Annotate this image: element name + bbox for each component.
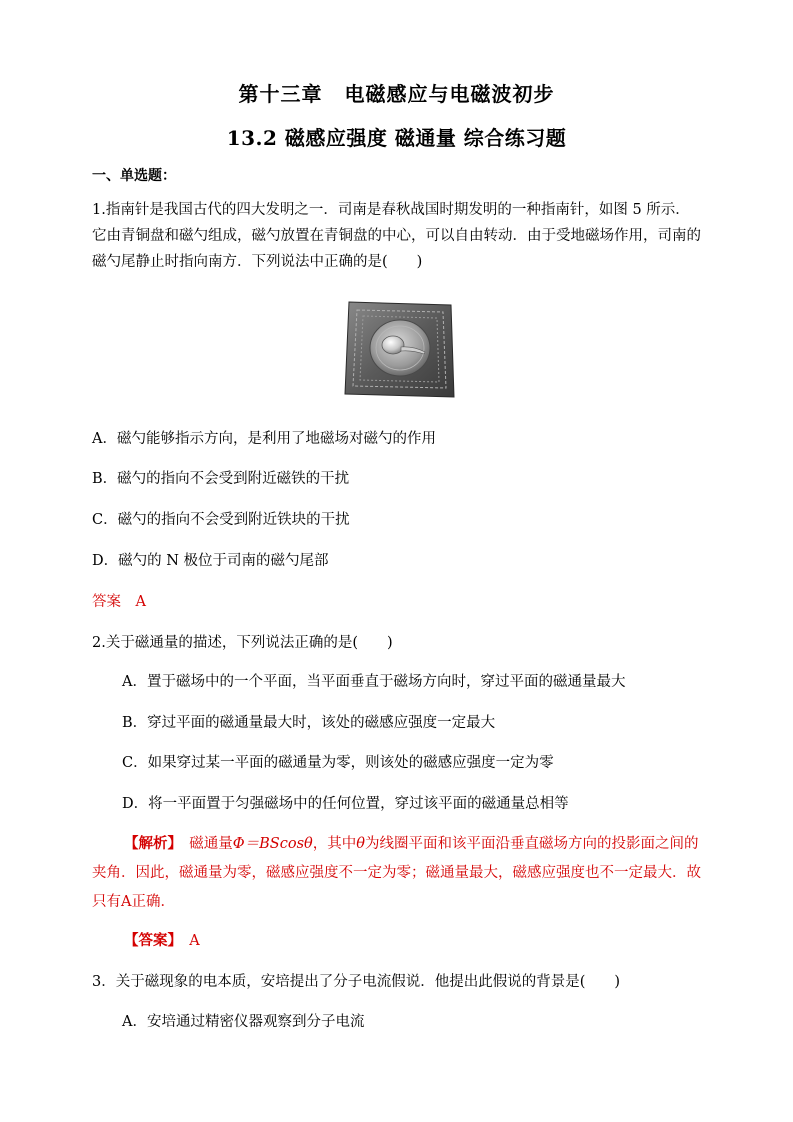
- chapter-number: 第十三章: [238, 82, 323, 106]
- chapter-name: 电磁感应与电磁波初步: [344, 82, 555, 106]
- question-2-explanation: [92, 829, 707, 917]
- chapter-title: [0, 78, 793, 107]
- question-1-option-b: B．磁勺的指向不会受到附近磁铁的干扰: [92, 471, 350, 487]
- question-1-option-d: D．磁勺的 N 极位于司南的磁勺尾部: [92, 553, 329, 569]
- answer-value: A: [174, 933, 200, 949]
- question-1-option-a: A．磁勺能够指示方向，是利用了地磁场对磁勺的作用: [92, 431, 436, 447]
- question-3-option-a: A．安培通过精密仪器观察到分子电流: [122, 1014, 365, 1030]
- explanation-label: 【解析】: [124, 835, 175, 852]
- theta-symbol: θ: [356, 836, 365, 852]
- question-2-option-a: A．置于磁场中的一个平面，当平面垂直于磁场方向时，穿过平面的磁通量最大: [122, 674, 626, 690]
- section-heading: 一、单选题：: [92, 168, 176, 184]
- explanation-text-post: 为线圈平面和该平面沿垂直磁场方向的投影面之间的夹角．因此，磁通量为零，磁感应强度不一定为零；磁通量最大，磁感应强度也不一定最大．故只有A正确．: [92, 836, 701, 910]
- question-2-option-c: C．如果穿过某一平面的磁通量为零，则该处的磁感应强度一定为零: [122, 755, 554, 771]
- question-2-option-d: D．将一平面置于匀强磁场中的任何位置，穿过该平面的磁通量总相等: [122, 796, 569, 812]
- sinan-compass-image: [343, 300, 456, 400]
- question-2-stem: 2.关于磁通量的描述，下列说法正确的是( ): [92, 635, 393, 651]
- question-1-option-c: C．磁勺的指向不会受到附近铁块的干扰: [92, 512, 350, 528]
- question-2-option-b: B．穿过平面的磁通量最大时，该处的磁感应强度一定最大: [122, 715, 496, 731]
- question-3-stem: 3．关于磁现象的电本质，安培提出了分子电流假说．他提出此假说的背景是( ): [92, 974, 621, 990]
- answer-label: 【答案】: [124, 932, 175, 949]
- explanation-text-pre: 磁通量: [174, 836, 233, 852]
- flux-formula: Φ＝BScosθ: [232, 836, 313, 852]
- explanation-text-mid: ，其中: [312, 836, 357, 852]
- question-2-answer: [124, 929, 200, 950]
- question-1-answer: 答案 A: [92, 594, 146, 610]
- lesson-title: 13.2 磁感应强度 磁通量 综合练习题: [226, 126, 567, 150]
- question-1-stem: 1.指南针是我国古代的四大发明之一．司南是春秋战国时期发明的一种指南针，如图 5 所示．它由青铜盘和磁勺组成，磁勺放置在青铜盘的中心，可以自由转动．由于受地磁场作用，司南的磁勺尾静止时指向南方．下列说法中正确的是( ): [92, 202, 701, 270]
